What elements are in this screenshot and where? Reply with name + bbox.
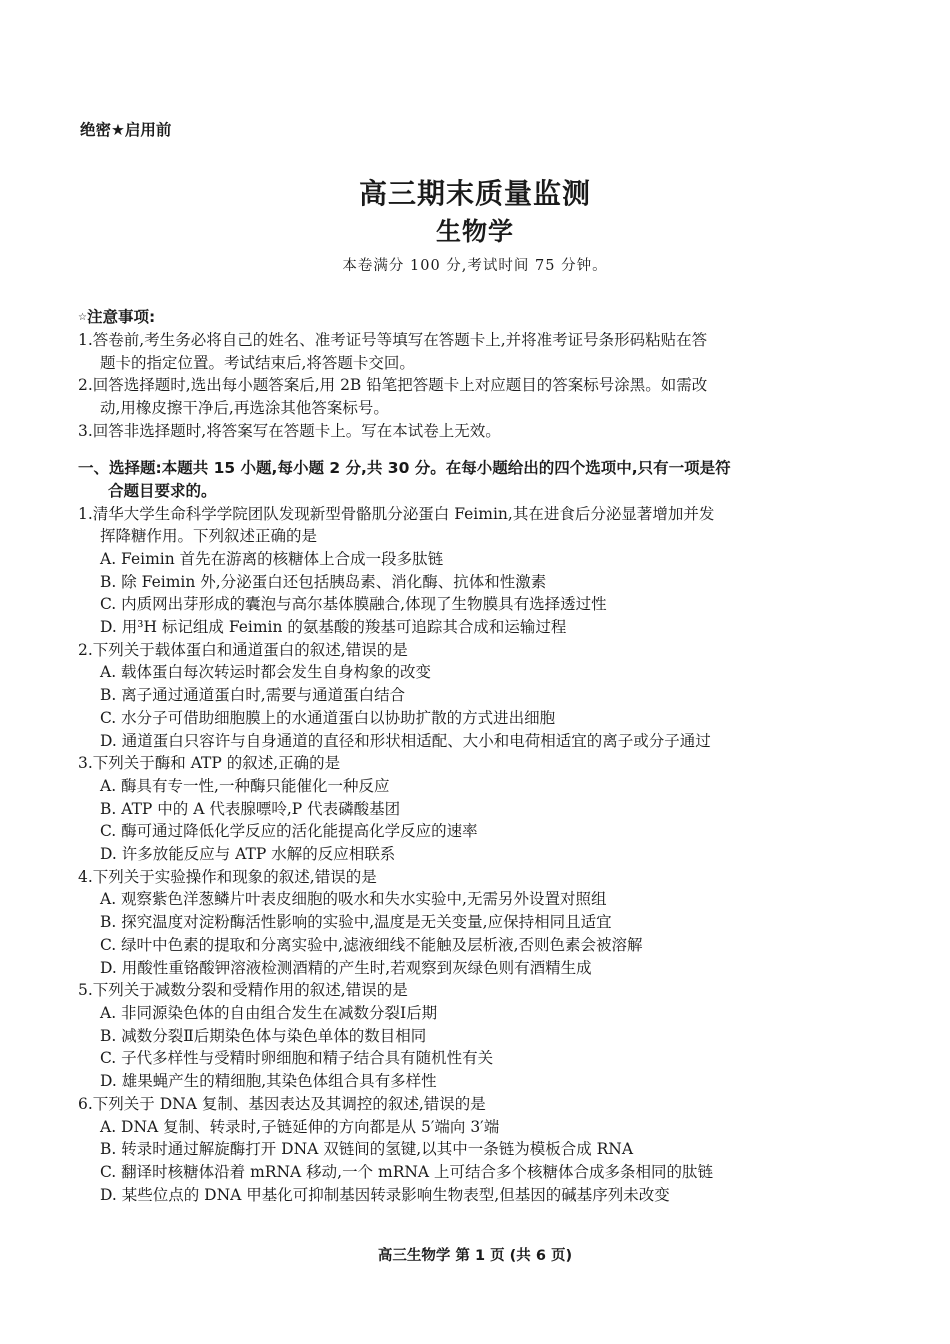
question-option-d: D. 通道蛋白只容许与自身通道的直径和形状相适配、大小和电荷相适宜的离子或分子通过 (100, 731, 711, 750)
question-option-a: A. 观察紫色洋葱鳞片叶表皮细胞的吸水和失水实验中,无需另外设置对照组 (100, 890, 607, 909)
exam-content (78, 306, 873, 1206)
question-option-a: A. DNA 复制、转录时,子链延伸的方向都是从 5′端向 3′端 (100, 1117, 500, 1136)
question-option-c: C. 子代多样性与受精时卵细胞和精子结合具有随机性有关 (100, 1049, 494, 1068)
question-option-a: A. 载体蛋白每次转运时都会发生自身构象的改变 (100, 663, 432, 682)
notice-item: 2.回答选择题时,选出每小题答案后,用 2B 铅笔把答题卡上对应题目的答案标号涂黑。如需改 (78, 376, 708, 395)
question-option-c: C. 翻译时核糖体沿着 mRNA 移动,一个 mRNA 上可结合多个核糖体合成多条相同的肽链 (100, 1162, 714, 1181)
notice-item-cont: 题卡的指定位置。考试结束后,将答题卡交回。 (100, 353, 415, 372)
notice-item: 1.答卷前,考生务必将自己的姓名、准考证号等填写在答题卡上,并将准考证号条形码粘贴在答 (78, 331, 708, 349)
question-option-d: D. 用³H 标记组成 Feimin 的氨基酸的羧基可追踪其合成和运输过程 (100, 618, 567, 637)
question-4 (78, 866, 873, 980)
question-stem: 6.下列关于 DNA 复制、基因表达及其调控的叙述,错误的是 (78, 1094, 486, 1113)
question-6 (78, 1093, 873, 1207)
question-5 (78, 979, 873, 1093)
question-option-a: A. 酶具有专一性,一种酶只能催化一种反应 (100, 776, 390, 795)
section-heading: 一、选择题:本题共 15 小题,每小题 2 分,共 30 分。在每小题给出的四个选项中,只有一项是符 (78, 458, 731, 477)
question-option-c: C. 绿叶中色素的提取和分离实验中,滤液细线不能触及层析液,否则色素会被溶解 (100, 935, 643, 954)
notice-item: 3.回答非选择题时,将答案写在答题卡上。写在本试卷上无效。 (78, 421, 501, 440)
question-stem: 3.下列关于酶和 ATP 的叙述,正确的是 (78, 754, 341, 773)
question-option-b: B. 转录时通过解旋酶打开 DNA 双链间的氢键,以其中一条链为模板合成 RNA (100, 1140, 634, 1159)
question-option-b: B. 除 Feimin 外,分泌蛋白还包括胰岛素、消化酶、抗体和性激素 (100, 572, 547, 591)
confidential-label: 绝密★启用前 (80, 121, 172, 139)
question-option-d: D. 用酸性重铬酸钾溶液检测酒精的产生时,若观察到灰绿色则有酒精生成 (100, 958, 592, 977)
question-stem: 2.下列关于载体蛋白和通道蛋白的叙述,错误的是 (78, 640, 408, 659)
star-icon: ☆ (78, 312, 87, 323)
question-2 (78, 639, 873, 753)
question-3 (78, 752, 873, 866)
question-1 (78, 503, 873, 639)
question-option-b: B. 探究温度对淀粉酶活性影响的实验中,温度是无关变量,应保持相同且适宜 (100, 913, 612, 932)
question-option-a: A. 非同源染色体的自由组合发生在减数分裂Ⅰ后期 (100, 1003, 438, 1022)
question-list (78, 503, 873, 1207)
question-option-b: B. 减数分裂Ⅱ后期染色体与染色单体的数目相同 (100, 1026, 427, 1045)
question-option-b: B. ATP 中的 A 代表腺嘌呤,P 代表磷酸基团 (100, 799, 401, 818)
subject-title: 生物学 (435, 217, 514, 246)
question-option-c: C. 水分子可借助细胞膜上的水通道蛋白以协助扩散的方式进出细胞 (100, 708, 556, 727)
exam-title: 高三期末质量监测 (358, 177, 591, 210)
question-option-d: D. 许多放能反应与 ATP 水解的反应相联系 (100, 845, 396, 864)
question-option-d: D. 雄果蝇产生的精细胞,其染色体组合具有多样性 (100, 1072, 437, 1091)
question-stem: 1.清华大学生命科学学院团队发现新型骨骼肌分泌蛋白 Feimin,其在进食后分泌显著增加并发 (78, 504, 715, 523)
question-option-b: B. 离子通过通道蛋白时,需要与通道蛋白结合 (100, 686, 406, 705)
question-stem: 挥降糖作用。下列叙述正确的是 (100, 527, 318, 546)
question-option-a: A. Feimin 首先在游离的核糖体上合成一段多肽链 (100, 549, 444, 568)
question-option-d: D. 某些位点的 DNA 甲基化可抑制基因转录影响生物表型,但基因的碱基序列未改变 (100, 1185, 670, 1204)
question-stem: 5.下列关于减数分裂和受精作用的叙述,错误的是 (78, 981, 408, 1000)
notice-item-cont: 动,用橡皮擦干净后,再选涂其他答案标号。 (100, 399, 389, 418)
section-heading-cont: 合题目要求的。 (108, 481, 217, 500)
question-option-c: C. 酶可通过降低化学反应的活化能提高化学反应的速率 (100, 822, 478, 841)
spacer (78, 443, 873, 457)
notice-heading: ☆注意事项: (78, 308, 156, 326)
question-option-c: C. 内质网出芽形成的囊泡与高尔基体膜融合,体现了生物膜具有选择透过性 (100, 595, 607, 614)
notice-list (78, 329, 873, 443)
page-footer: 高三生物学 第 1 页 (共 6 页) (377, 1248, 573, 1264)
question-stem: 4.下列关于实验操作和现象的叙述,错误的是 (78, 867, 377, 886)
exam-info: 本卷满分 100 分,考试时间 75 分钟。 (342, 258, 608, 274)
